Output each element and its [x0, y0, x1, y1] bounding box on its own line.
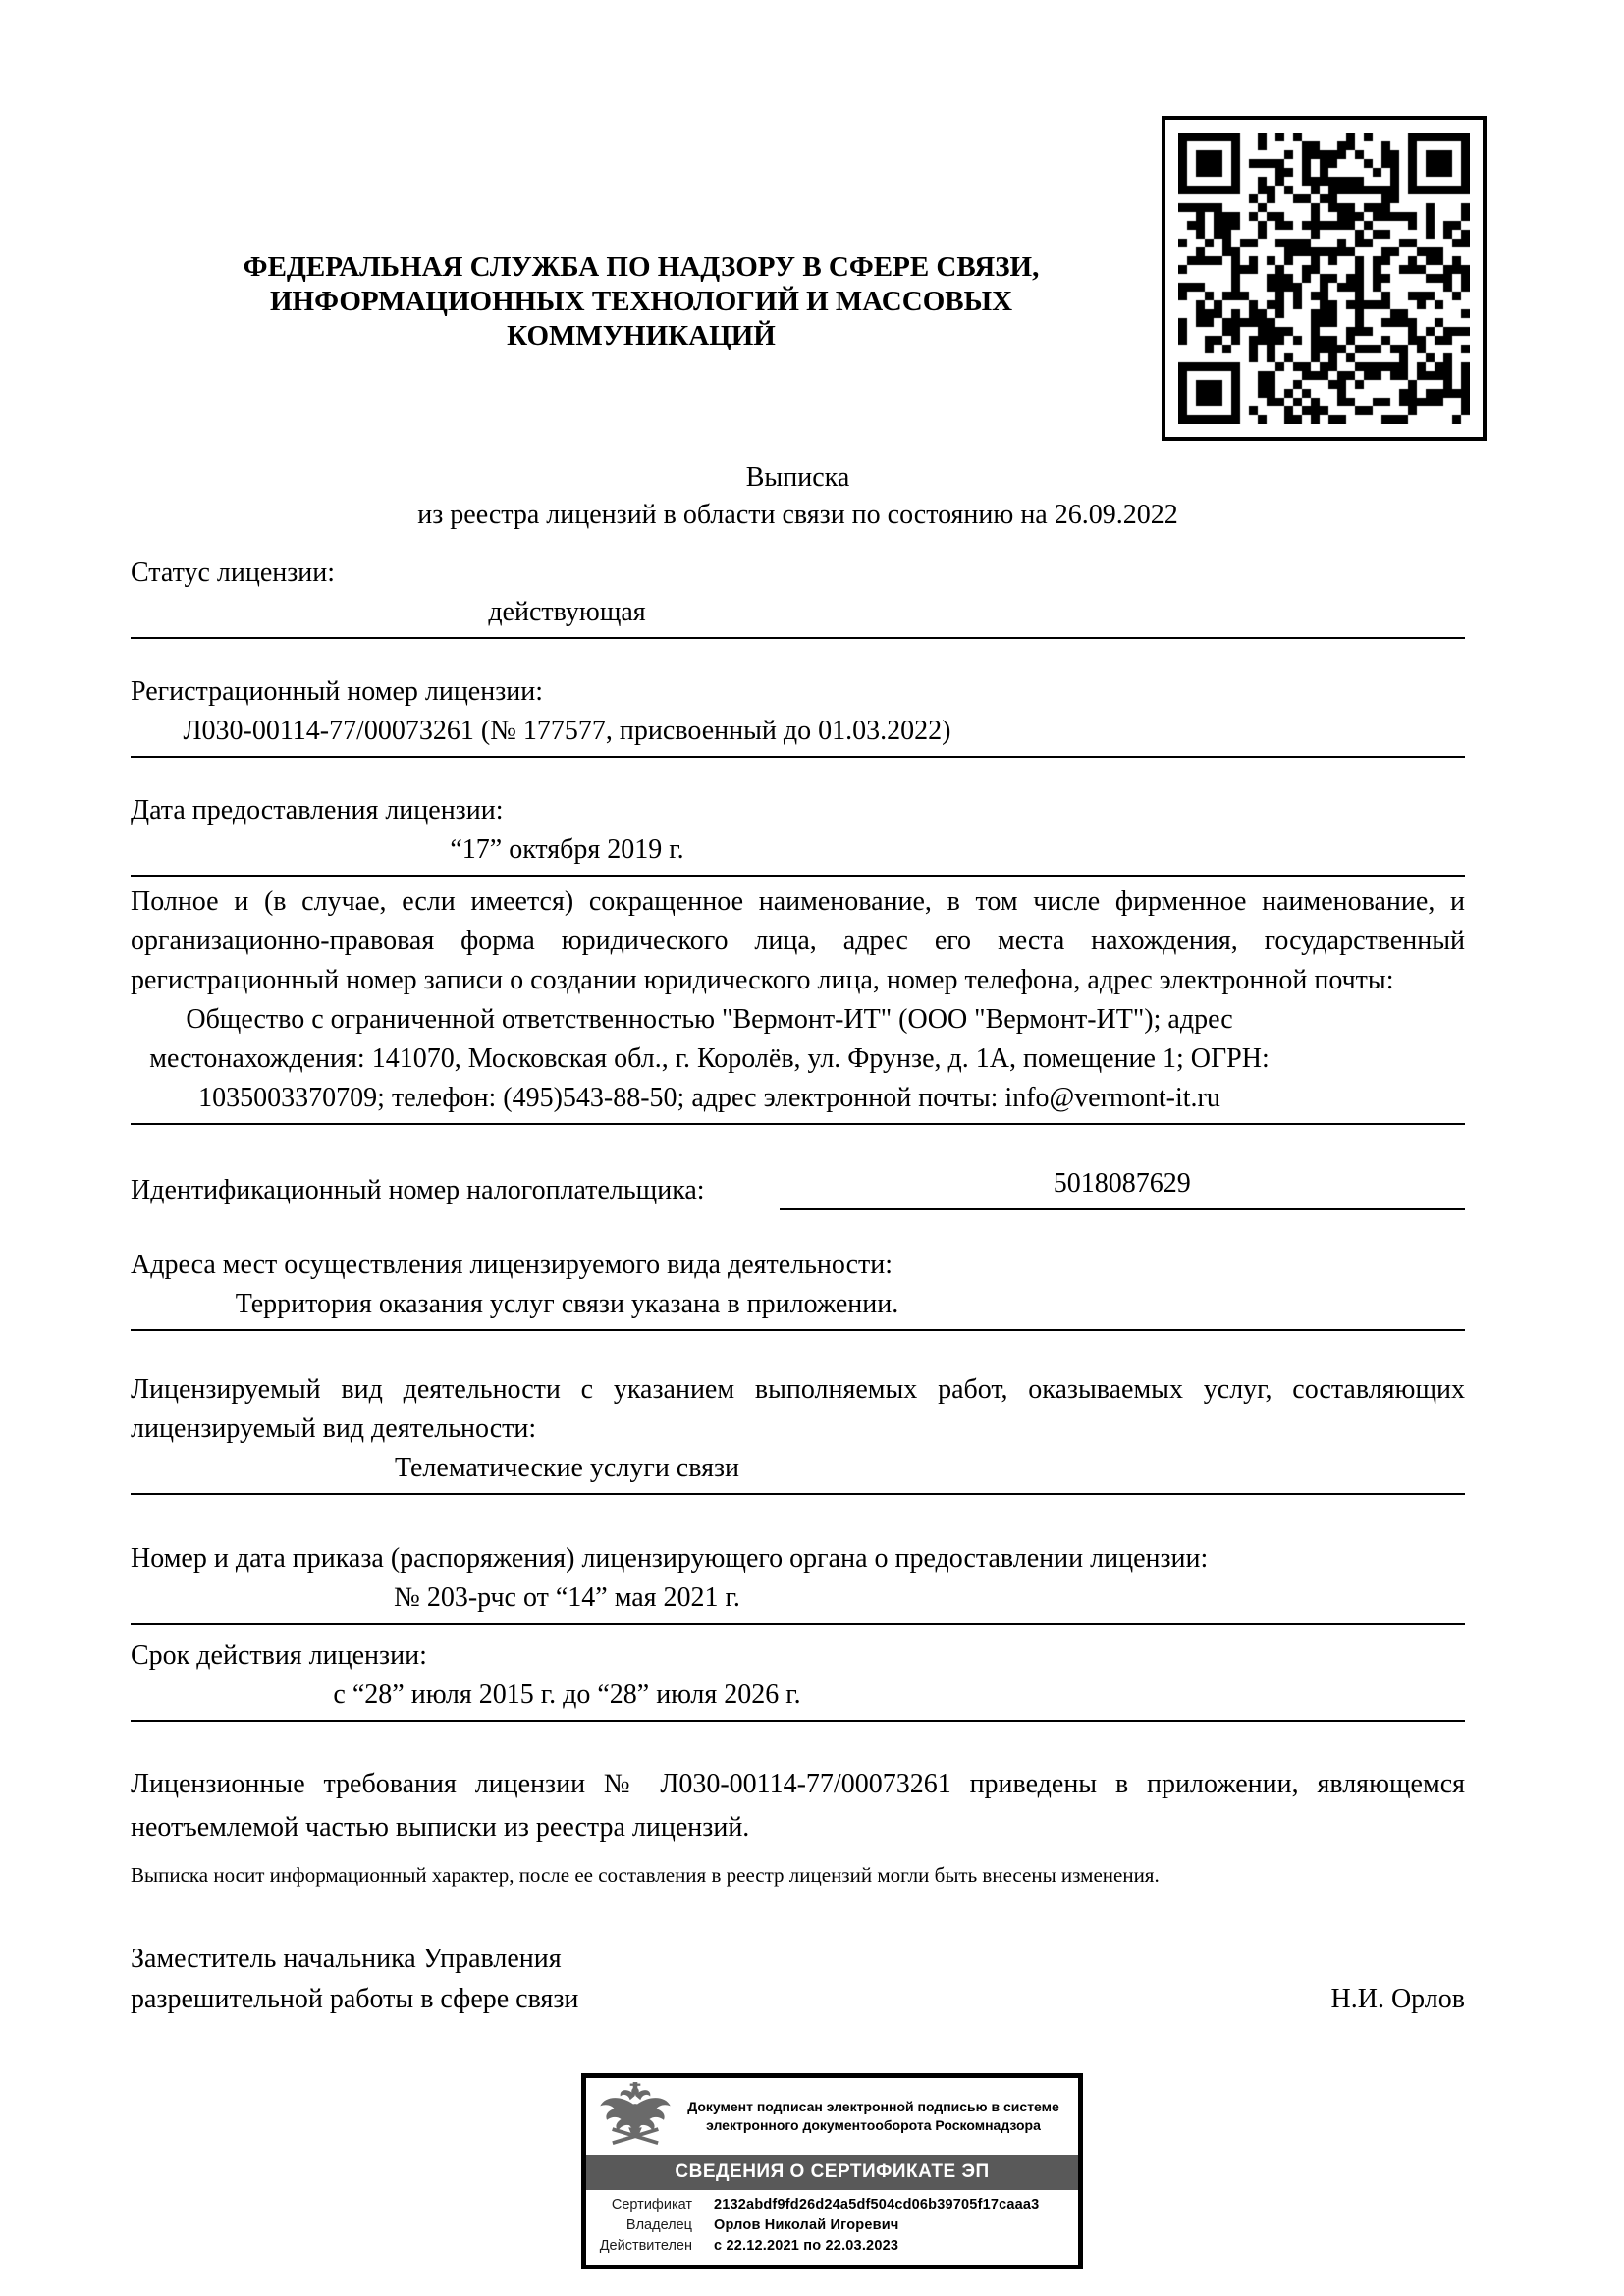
issuing-agency-name: [150, 250, 1132, 353]
organization-value: Общество с ограниченной ответственностью "Вермонт-ИТ" (ООО "Вермонт-ИТ"); адрес местонахождения: 141070, Московская обл., г. Королёв, ул. Фрунзе, д. 1А, помещение 1; ОГРН: 1035003370709; телефон: (495)543-88-50; адрес электронной почты: info@vermont-it.ru: [131, 1000, 1465, 1125]
order-number-date-value: № 203-рчс от “14” мая 2021 г.: [131, 1578, 1465, 1625]
field-registration-number: [131, 672, 1465, 758]
field-licensed-activity: [131, 1370, 1465, 1495]
informational-note-paragraph: Выписка носит информационный характер, после ее составления в реестр лицензий могли быть внесены изменения.: [131, 1863, 1160, 1887]
license-requirements-paragraph: Лицензионные требования лицензии № Л030-00114-77/00073261 приведены в приложении, являющемся неотъемлемой частью выписки из реестра лицензий.: [131, 1769, 1465, 1842]
registration-number-value: Л030-00114-77/00073261 (№ 177577, присвоенный до 01.03.2022): [131, 712, 1465, 758]
qr-code-frame: [1162, 116, 1487, 441]
stamp-certificate-band-title: СВЕДЕНИЯ О СЕРТИФИКАТЕ ЭП: [586, 2155, 1078, 2190]
digital-signature-stamp: [581, 2073, 1083, 2269]
stamp-row-owner: [586, 2216, 1068, 2236]
qr-code-icon: [1178, 133, 1470, 424]
agency-line1: ФЕДЕРАЛЬНАЯ СЛУЖБА ПО НАДЗОРУ В СФЕРЕ СВЯЗИ,: [243, 251, 1040, 283]
agency-line2: ИНФОРМАЦИОННЫХ ТЕХНОЛОГИЙ И МАССОВЫХ: [269, 286, 1013, 317]
field-order-number-date: [131, 1539, 1465, 1625]
validity-period-label: Срок действия лицензии:: [131, 1640, 427, 1671]
stamp-row-valid-period: [586, 2236, 1068, 2257]
document-header: [131, 0, 1465, 459]
stamp-owner-value: Орлов Николай Игоревич: [714, 2217, 899, 2233]
activity-addresses-label: Адреса мест осуществления лицензируемого вида деятельности:: [131, 1250, 893, 1280]
signatory-name: Н.И. Орлов: [1330, 1984, 1465, 2014]
licensed-activity-value: Телематические услуги связи: [131, 1449, 1465, 1495]
license-status-label: Статус лицензии:: [131, 558, 336, 588]
field-license-status: [131, 554, 1465, 639]
stamp-valid-period-label: Действителен: [599, 2238, 692, 2254]
stamp-certificate-label: Сертификат: [611, 2197, 692, 2213]
validity-period-value: с “28” июля 2015 г. до “28” июля 2026 г.: [131, 1676, 1465, 1722]
licensed-activity-label: Лицензируемый вид деятельности с указанием выполняемых работ, оказываемых услуг, составляющих лицензируемый вид деятельности:: [131, 1374, 1465, 1444]
order-number-date-label: Номер и дата приказа (распоряжения) лицензирующего органа о предоставлении лицензии:: [131, 1543, 1209, 1574]
signatory-position: [131, 1939, 578, 2019]
document-title: [131, 459, 1465, 534]
double-headed-eagle-emblem-icon: [594, 2082, 677, 2151]
field-grant-date: [131, 791, 1465, 877]
field-validity-period: [131, 1636, 1465, 1722]
license-status-value: действующая: [131, 593, 1465, 639]
stamp-header: [586, 2078, 1078, 2155]
grant-date-value: “17” октября 2019 г.: [131, 830, 1465, 877]
taxpayer-number-value: 5018087629: [780, 1164, 1465, 1210]
stamp-certificate-details: [586, 2190, 1078, 2265]
stamp-owner-label: Владелец: [625, 2217, 692, 2233]
title-line2: из реестра лицензий в области связи по состоянию на 26.09.2022: [417, 500, 1178, 530]
field-taxpayer-number: [131, 1164, 1465, 1210]
signature-block: [131, 1939, 1465, 2019]
taxpayer-number-label: Идентификационный номер налогоплательщика:: [131, 1175, 705, 1205]
stamp-valid-period-value: с 22.12.2021 по 22.03.2023: [714, 2238, 899, 2254]
stamp-certificate-value: 2132abdf9fd26d24a5df504cd06b39705f17caaa3: [714, 2197, 1040, 2213]
registration-number-label: Регистрационный номер лицензии:: [131, 676, 544, 707]
title-line1: Выписка: [745, 462, 850, 493]
stamp-row-certificate: [586, 2195, 1068, 2216]
grant-date-label: Дата предоставления лицензии:: [131, 795, 504, 826]
activity-addresses-value: Территория оказания услуг связи указана в приложении.: [131, 1285, 1465, 1331]
organization-label: Полное и (в случае, если имеется) сокращенное наименование, в том числе фирменное наименование, и организационно-правовая форма юридического лица, адрес его места нахождения, государственный регистрационный номер записи о создании юридического лица, номер телефона, адрес электронной почты:: [131, 886, 1465, 995]
field-activity-addresses: [131, 1246, 1465, 1331]
signatory-position-line1: Заместитель начальника Управления: [131, 1944, 562, 1974]
stamp-signed-statement: Документ подписан электронной подписью в системе электронного документооборота Роскомнадзора: [687, 2099, 1059, 2133]
signatory-position-line2: разрешительной работы в сфере связи: [131, 1984, 579, 2014]
field-organization: [131, 882, 1465, 1125]
agency-line3: КОММУНИКАЦИЙ: [507, 320, 776, 351]
